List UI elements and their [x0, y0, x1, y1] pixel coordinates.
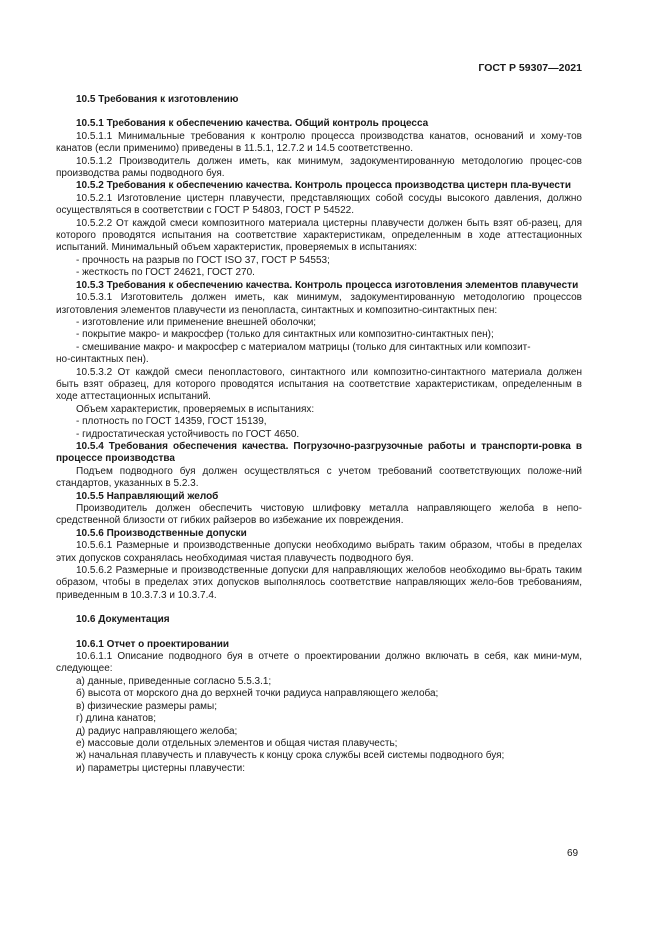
- section-heading: 10.5.5 Направляющий желоб: [76, 490, 219, 502]
- paragraph: 10.5.1.1 Минимальные требования к контролю процесса производства канатов, оснований и хому-тов канатов (если применимо) приведены в 11.5.1, 12.7.2 и 14.5 соответственно.: [56, 130, 582, 155]
- page-number: 69: [567, 848, 579, 859]
- list-item: - прочность на разрыв по ГОСТ ISO 37, ГОСТ Р 54553;: [76, 254, 330, 266]
- paragraph: 10.5.2.1 Изготовление цистерн плавучести, представляющих собой сосуды высокого давления, должно осуществляться в соответствии с ГОСТ Р 54803, ГОСТ Р 54522.: [56, 192, 582, 217]
- section-heading: 10.5.3 Требования к обеспечению качества. Контроль процесса изготовления элементов плавучести: [76, 279, 579, 291]
- list-item: а) данные, приведенные согласно 5.5.3.1;: [76, 675, 272, 687]
- list-item: - покрытие макро- и макросфер (только для синтактных или композитно-синтактных пен);: [76, 329, 494, 341]
- list-item: - смешивание макро- и макросфер с материалом матрицы (только для синтактных или композит-: [76, 341, 531, 353]
- paragraph: 10.5.2.2 От каждой смеси композитного материала цистерны плавучести должен быть взят об-разец, для которого проводятся испытания на соответствие характеристикам, определенным в ходе аттестационных испытаний. Минимальный объем характеристик, проверяемых в испытаниях:: [56, 217, 582, 254]
- list-item: - гидростатическая устойчивость по ГОСТ 4650.: [76, 428, 300, 440]
- list-item: - изготовление или применение внешней оболочки;: [76, 316, 317, 328]
- paragraph: Производитель должен обеспечить чистовую шлифовку металла направляющего желоба в непо-средственной близости от гибких райзеров во избежание их повреждения.: [56, 503, 582, 527]
- section-heading: 10.6.1 Отчет о проектировании: [76, 638, 230, 650]
- paragraph: 10.6.1.1 Описание подводного буя в отчете о проектировании должно включать в себя, как мини-мум, следующее:: [56, 651, 582, 675]
- paragraph: 10.5.1.2 Производитель должен иметь, как минимум, задокументированную методологию процес-сов производства рамы подводного буя.: [56, 155, 582, 180]
- section-heading: 10.5.1 Требования к обеспечению качества. Общий контроль процесса: [76, 118, 429, 130]
- list-item: г) длина канатов;: [76, 713, 157, 725]
- paragraph: Объем характеристик, проверяемых в испытаниях:: [76, 403, 315, 415]
- paragraph: 10.5.6.1 Размерные и производственные допуски необходимо выбрать таким образом, чтобы в пределах этих допусков сохранялась необходимая чистая плавучесть подводного буя.: [56, 540, 582, 564]
- list-item: д) радиус направляющего желоба;: [76, 725, 238, 737]
- section-heading: 10.5.6 Производственные допуски: [76, 527, 247, 539]
- list-item: б) высота от морского дна до верхней точки радиуса направляющего желоба;: [76, 688, 439, 700]
- document-body: [56, 94, 582, 775]
- list-item: е) массовые доли отдельных элементов и общая чистая плавучесть;: [76, 737, 398, 749]
- list-item: и) параметры цистерны плавучести:: [76, 762, 246, 774]
- paragraph: 10.5.6.2 Размерные и производственные допуски для направляющих желобов необходимо вы-брать таким образом, чтобы в пределах этих допусков выполнялось соответствие направляющих жело-бов требованиям, приведенным в 10.3.7.3 и 10.3.7.4.: [56, 565, 582, 601]
- list-item: в) физические размеры рамы;: [76, 700, 218, 712]
- list-item: - плотность по ГОСТ 14359, ГОСТ 15139,: [76, 416, 267, 428]
- list-item: ж) начальная плавучесть и плавучесть к концу срока службы всей системы подводного буя;: [76, 750, 505, 762]
- paragraph: но-синтактных пен).: [56, 354, 149, 366]
- paragraph: 10.5.3.1 Изготовитель должен иметь, как минимум, задокументированную методологию процессов изготовления элементов плавучести из пенопласта, синтактных и композитно-синтактных пен:: [56, 292, 582, 316]
- section-heading: 10.6 Документация: [76, 614, 170, 626]
- paragraph: Подъем подводного буя должен осуществляться с учетом требований соответствующих положе-ний стандартов, указанных в 5.2.3.: [56, 465, 582, 490]
- spacer: [56, 106, 582, 118]
- paragraph: 10.5.3.2 От каждой смеси пенопластового, синтактного или композитно-синтактного материала должен быть взят образец, для которого проводятся испытания на соответствие характеристикам, определенным в ходе аттестационных испытаний.: [56, 366, 582, 403]
- spacer: [56, 627, 582, 639]
- spacer: [56, 602, 582, 614]
- list-item: - жесткость по ГОСТ 24621, ГОСТ 270.: [76, 267, 255, 279]
- section-heading: 10.5.2 Требования к обеспечению качества. Контроль процесса производства цистерн пла-вучести: [76, 180, 571, 192]
- document-header: ГОСТ Р 59307—2021: [478, 62, 582, 74]
- section-heading: 10.5 Требования к изготовлению: [76, 94, 239, 105]
- section-heading: 10.5.4 Требования обеспечения качества. Погрузочно-разгрузочные работы и транспорти-ровка в процессе производства: [56, 440, 582, 465]
